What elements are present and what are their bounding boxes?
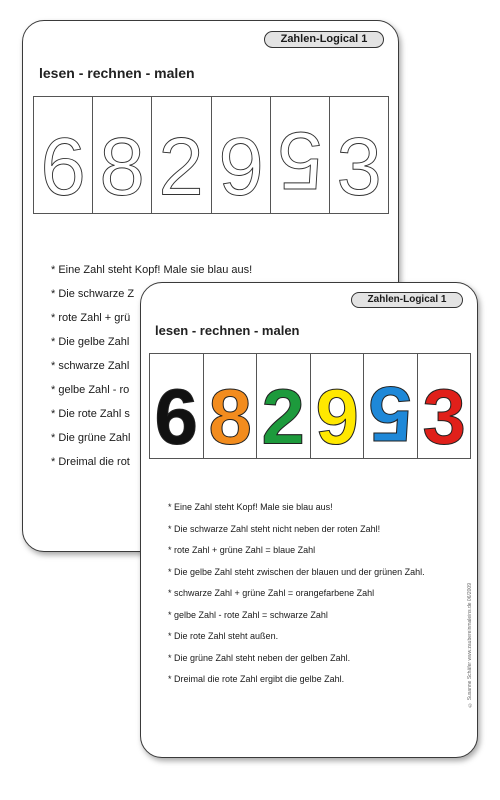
- clue-item: * Die grüne Zahl steht neben der gelben Zahl.: [168, 652, 425, 674]
- digit-cell: [93, 97, 152, 213]
- clue-item: * Eine Zahl steht Kopf! Male sie blau aus!: [168, 501, 425, 523]
- digit-outline: 5: [277, 114, 323, 205]
- clue-item: * Die schwarze Zahl steht nicht neben der roten Zahl!: [168, 523, 425, 545]
- clue-item: * Eine Zahl steht Kopf! Male sie blau aus!: [51, 263, 252, 287]
- digit-strip: [149, 353, 471, 459]
- colored-digit: 8: [208, 372, 252, 458]
- clue-item: * gelbe Zahl - rote Zahl = schwarze Zahl: [168, 609, 425, 631]
- digit-cell: [418, 354, 471, 458]
- digit-cell: [152, 97, 211, 213]
- worksheet-subtitle: lesen - rechnen - malen: [155, 323, 300, 338]
- digit-cell: [330, 97, 388, 213]
- clue-item: * Die gelbe Zahl: [51, 335, 252, 359]
- digit-cell: [257, 354, 311, 458]
- worksheet-colored: [140, 282, 478, 758]
- digit-cell: [364, 354, 418, 458]
- colored-digit: 9: [315, 372, 359, 458]
- digit-outline: 6: [40, 122, 86, 213]
- clue-list: [168, 501, 425, 695]
- clue-item: * Die rote Zahl s: [51, 407, 252, 431]
- digit-outline: 2: [158, 122, 205, 213]
- digit-cell: [212, 97, 271, 213]
- copyright-credit: © Susanne Schäfer www.zaubereinmaleins.de 06/2009: [467, 583, 473, 708]
- clue-item: * Die gelbe Zahl steht zwischen der blauen und der grünen Zahl.: [168, 566, 425, 588]
- worksheet-title-badge: Zahlen-Logical 1: [264, 31, 384, 48]
- digit-outline: 9: [218, 122, 264, 213]
- digit-cell: [271, 97, 330, 213]
- clue-item: * rote Zahl + grü: [51, 311, 252, 335]
- clue-item: * Dreimal die rot: [51, 455, 252, 479]
- clue-item: * rote Zahl + grüne Zahl = blaue Zahl: [168, 544, 425, 566]
- colored-digit: 2: [261, 372, 305, 458]
- clue-item: * schwarze Zahl: [51, 359, 252, 383]
- colored-digit: 5: [368, 370, 412, 458]
- digit-outline: 8: [99, 122, 145, 213]
- clue-item: * Dreimal die rote Zahl ergibt die gelbe Zahl.: [168, 673, 425, 695]
- colored-digit: 3: [422, 372, 466, 458]
- digit-cell: [150, 354, 204, 458]
- clue-item: * Die grüne Zahl: [51, 431, 252, 455]
- colored-digit: 6: [154, 372, 198, 458]
- digit-strip: [33, 96, 389, 214]
- clue-item: * Die rote Zahl steht außen.: [168, 630, 425, 652]
- digit-cell: [311, 354, 365, 458]
- digit-outline: 3: [336, 122, 382, 213]
- worksheet-subtitle: lesen - rechnen - malen: [39, 65, 195, 81]
- clue-item: * schwarze Zahl + grüne Zahl = orangefarbene Zahl: [168, 587, 425, 609]
- digit-cell: [34, 97, 93, 213]
- digit-cell: [204, 354, 258, 458]
- clue-item: * gelbe Zahl - ro: [51, 383, 252, 407]
- worksheet-title-badge: Zahlen-Logical 1: [351, 292, 463, 308]
- clue-item: * Die schwarze Z: [51, 287, 252, 311]
